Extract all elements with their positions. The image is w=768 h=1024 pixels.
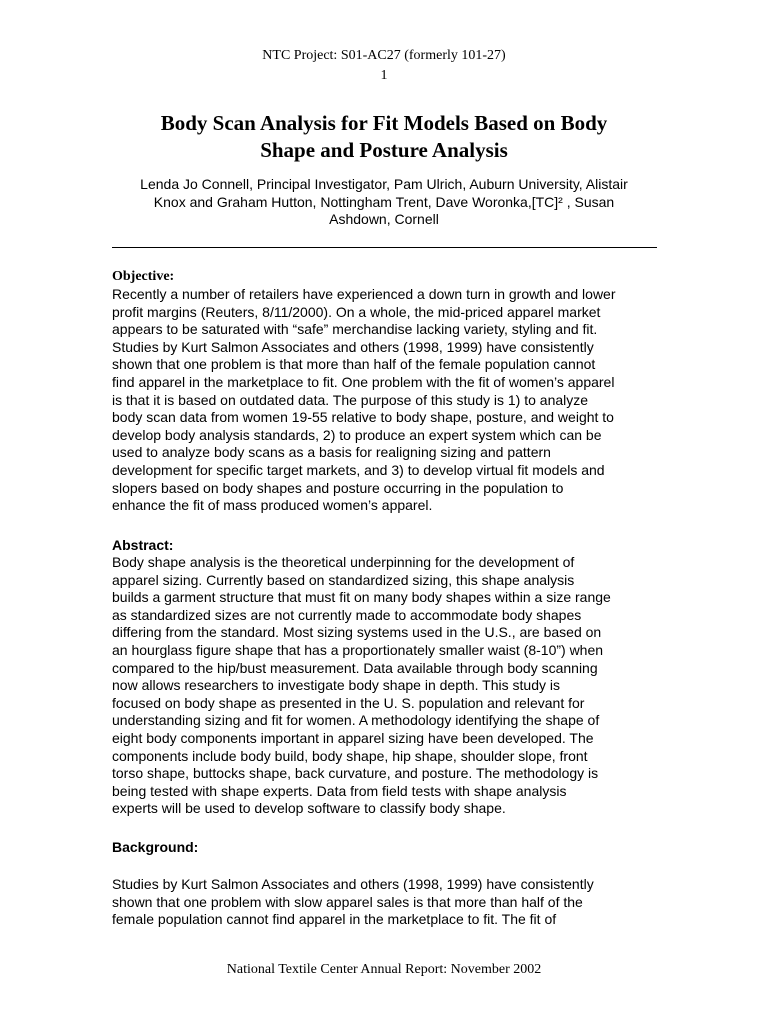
background-paragraph (112, 876, 660, 929)
text-line: builds a garment structure that must fit on many body shapes within a size range (112, 589, 611, 606)
objective-paragraph (112, 286, 660, 515)
text-line: apparel sizing. Currently based on standardized sizing, this shape analysis (112, 571, 575, 588)
text-line: now allows researchers to investigate body shape in depth. This study is (112, 677, 560, 694)
text-line: components include body build, body shape, hip shape, shoulder slope, front (112, 747, 588, 764)
text-line: female population cannot find apparel in the marketplace to fit. The fit of (112, 911, 557, 928)
author-list (110, 176, 658, 229)
page-footer: National Textile Center Annual Report: November 2002 (226, 962, 542, 977)
text-line: used to analyze body scans as a basis for realigning sizing and pattern (112, 444, 551, 461)
text-line: appears to be saturated with “safe” merchandise lacking variety, styling and fit. (112, 321, 598, 338)
text-line: Studies by Kurt Salmon Associates and others (1998, 1999) have consistently (112, 338, 594, 355)
text-line: experts will be used to develop software to classify body shape. (112, 800, 506, 817)
paper-title-line-2: Shape and Posture Analysis (260, 138, 508, 162)
text-line: enhance the fit of mass produced women’s apparel. (112, 497, 433, 514)
text-line: shown that one problem is that more than half of the female population cannot (112, 356, 596, 373)
text-line: being tested with shape experts. Data from field tests with shape analysis (112, 782, 567, 799)
objective-heading: Objective: (112, 269, 175, 284)
project-header: NTC Project: S01-AC27 (formerly 101-27) (262, 48, 506, 63)
abstract-paragraph (112, 554, 660, 818)
text-line: differing from the standard. Most sizing systems used in the U.S., are based on (112, 624, 602, 641)
text-line: as standardized sizes are not currently made to accommodate body shapes (112, 606, 582, 623)
text-line: compared to the hip/bust measurement. Data available through body scanning (112, 659, 598, 676)
text-line: understanding sizing and fit for women. A methodology identifying the shape of (112, 712, 600, 729)
text-line: body scan data from women 19-55 relative to body shape, posture, and weight to (112, 409, 614, 426)
author-line-2: Knox and Graham Hutton, Nottingham Trent, Dave Woronka,[TC]² , Susan (153, 193, 615, 210)
text-line: find apparel in the marketplace to fit. One problem with the fit of women’s apparel (112, 373, 615, 390)
text-line: eight body components important in apparel sizing have been developed. The (112, 729, 594, 746)
author-line-3: Ashdown, Cornell (329, 211, 439, 227)
background-heading: Background: (112, 839, 199, 855)
author-line-1: Lenda Jo Connell, Principal Investigator, Pam Ulrich, Auburn University, Alistair (140, 176, 628, 192)
text-line: Studies by Kurt Salmon Associates and others (1998, 1999) have consistently (112, 876, 594, 892)
abstract-heading: Abstract: (112, 537, 174, 553)
text-line: profit margins (Reuters, 8/11/2000). On a whole, the mid-priced apparel market (112, 303, 601, 320)
text-line: develop body analysis standards, 2) to produce an expert system which can be (112, 426, 602, 443)
text-line: torso shape, buttocks shape, back curvature, and posture. The methodology is (112, 765, 599, 782)
text-line: Recently a number of retailers have experienced a down turn in growth and lower (112, 286, 616, 302)
text-line: an hourglass figure shape that has a proportionately smaller waist (8-10”) when (112, 641, 604, 658)
text-line: slopers based on body shapes and posture occurring in the population to (112, 479, 564, 496)
paper-title-line-1: Body Scan Analysis for Fit Models Based on Body (160, 111, 608, 135)
text-line: is that it is based on outdated data. The purpose of this study is 1) to analyze (112, 391, 589, 408)
page-number: 1 (380, 68, 388, 83)
text-line: Body shape analysis is the theoretical underpinning for the development of (112, 554, 575, 570)
text-line: focused on body shape as presented in the U. S. population and relevant for (112, 694, 585, 711)
text-line: development for specific target markets, and 3) to develop virtual fit models and (112, 461, 605, 478)
text-line: shown that one problem with slow apparel sales is that more than half of the (112, 893, 583, 910)
header-divider (112, 247, 657, 248)
